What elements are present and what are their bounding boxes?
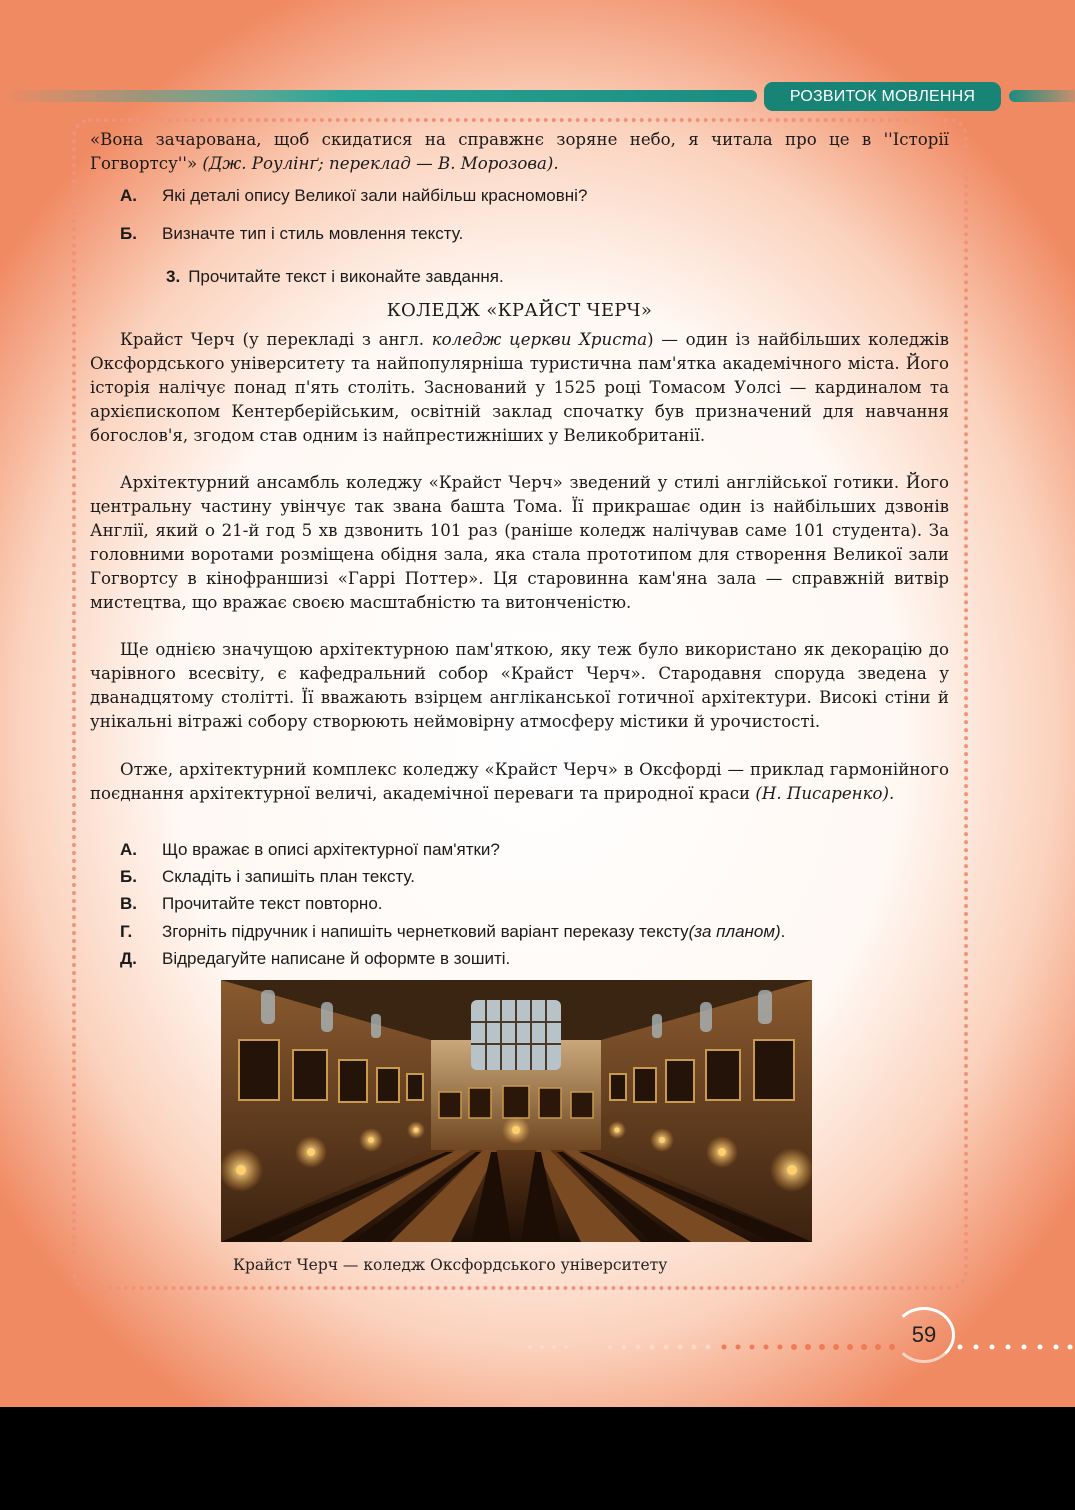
task-text: Згорніть підручник і напишіть чернетковий варіант переказу тексту	[162, 922, 689, 941]
task-text: Що вражає в описі архітектурної пам'ятки?	[162, 840, 500, 859]
task-b	[120, 221, 463, 247]
p1-rest: ) — один із найбільших коледжів Оксфордського університету та найпопулярніша туристична пам'ятка академічного міста. Його історія налічує понад п'ять століть. Заснований у 1525 році Томасом Уолсі — кардиналом та архієпископом Кентерберійським, освітній заклад спочатку був призначений для навчання богослов'я, згодом став одним із найпрестижніших у Великобританії.	[90, 330, 949, 445]
exercise-text: Прочитайте текст і виконайте завдання.	[188, 267, 504, 286]
section-badge: РОЗВИТОК МОВЛЕННЯ	[764, 82, 1001, 111]
task-text: Визначте тип і стиль мовлення тексту.	[162, 224, 464, 243]
photo-caption: Крайст Черч — коледж Оксфордського університету	[233, 1256, 668, 1274]
article-paragraph-3: Ще однією значущою архітектурною пам'яткою, яку теж було використано як декорацію до чарівного всесвіту, є кафедральний собор «Крайст Черч». Стародавня споруда зведена у дванадцятому столітті. Її вважають взірцем англіканської готичної архітектури. Високі стіни й унікальні вітражі собору створюють неймовірну атмосферу містики й урочистості.	[90, 640, 949, 731]
great-hall-illustration	[221, 980, 812, 1242]
task-text: Прочитайте текст повторно.	[162, 894, 383, 913]
task-letter: В.	[120, 894, 137, 913]
exercise-3	[166, 264, 504, 290]
task2-e	[120, 946, 510, 972]
p1-start: Крайст Черч (у перекладі з англ.	[120, 330, 432, 349]
p4-author: (Н. Писаренко).	[755, 783, 895, 803]
p4-text: Отже, архітектурний комплекс коледжу «Крайст Черч» в Оксфорді — приклад гармонійного поєднання архітектурної величі, академічної переваги та природної краси	[90, 760, 949, 803]
task2-a	[120, 837, 500, 863]
p1-italic: коледж церкви Христа	[431, 330, 648, 349]
task-text: Складіть і запишіть план тексту.	[162, 867, 415, 886]
exercise-number: 3.	[166, 267, 181, 286]
task2-b	[120, 864, 415, 890]
article-paragraph-1	[90, 328, 949, 448]
quote-text: «Вона зачарована, щоб скидатися на справжнє зоряне небо, я читала про це в ''Історії Гогвортсу''»	[90, 130, 949, 173]
header-rule-tail	[1009, 90, 1075, 102]
task-text: Які деталі опису Великої зали найбільш красномовні?	[162, 186, 588, 205]
quote-source: (Дж. Роулінґ; переклад — В. Морозова).	[202, 153, 559, 173]
task-end: .	[780, 922, 786, 941]
task-letter: А.	[120, 186, 137, 205]
task-italic: (за планом)	[688, 922, 781, 941]
task-letter: Г.	[120, 922, 133, 941]
header-rule	[0, 90, 757, 102]
page-number: 59	[893, 1307, 955, 1363]
task-a	[120, 183, 587, 209]
article-paragraph-4	[90, 758, 949, 806]
quote-paragraph	[90, 128, 949, 176]
task-letter: Д.	[120, 949, 137, 968]
article-title: КОЛЕДЖ «КРАЙСТ ЧЕРЧ»	[386, 300, 653, 321]
task-letter: Б.	[120, 224, 137, 243]
task-text: Відредагуйте написане й оформте в зошиті.	[162, 949, 511, 968]
task2-c	[120, 891, 383, 917]
task-letter: Б.	[120, 867, 137, 886]
task-letter: А.	[120, 840, 137, 859]
footer-dots	[520, 1341, 1075, 1353]
article-paragraph-2: Архітектурний ансамбль коледжу «Крайст Черч» зведений у стилі англійської готики. Його центральну частину увінчує так звана башта Тома. Її прикрашає один із найбільших дзвонів Англії, який о 21-й год 5 хв дзвонить 101 раз (раніше коледж налічував саме 101 студента). За головними воротами розміщена обідня зала, яка стала прототипом для створення Великої зали Гогвортсу в кінофраншизі «Гаррі Поттер». Ця старовинна кам'яна зала — справжній витвір мистецтва, що вражає своєю масштабністю та витонченістю.	[90, 473, 949, 612]
task2-d	[120, 919, 785, 945]
great-hall-photo	[221, 980, 812, 1242]
